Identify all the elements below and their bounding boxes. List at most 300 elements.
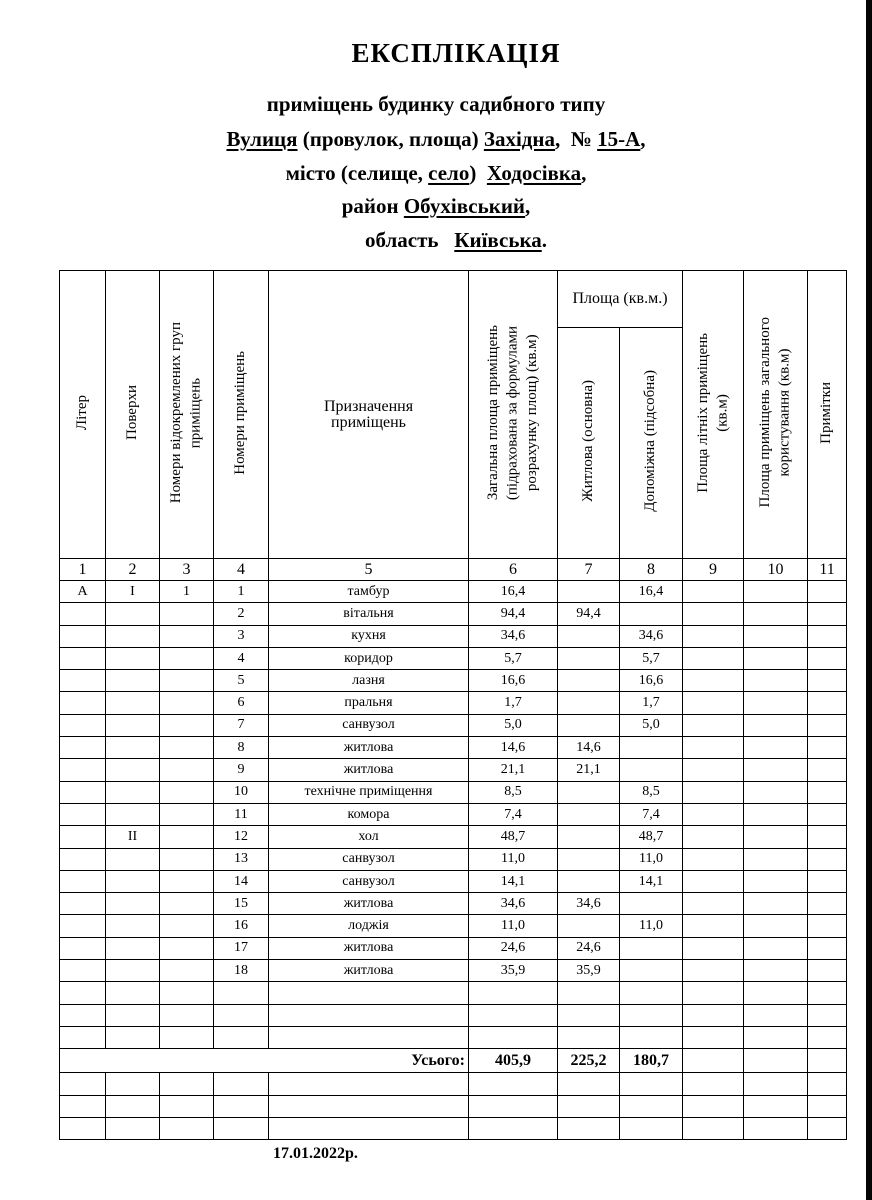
table-cell bbox=[808, 1117, 847, 1139]
table-cell bbox=[60, 603, 106, 625]
table-cell: 35,9 bbox=[469, 960, 558, 982]
table-cell: 21,1 bbox=[558, 759, 620, 781]
table-cell bbox=[558, 803, 620, 825]
col-num: 1 bbox=[60, 559, 106, 581]
district-label: район bbox=[341, 194, 404, 218]
table-cell bbox=[106, 714, 160, 736]
table-cell bbox=[60, 692, 106, 714]
table-cell bbox=[808, 1004, 847, 1026]
table-cell bbox=[558, 870, 620, 892]
table-cell bbox=[558, 670, 620, 692]
table-cell bbox=[160, 1095, 214, 1117]
header-group-numbers: Номери відокремлених груп приміщень bbox=[160, 271, 214, 559]
table-cell bbox=[683, 759, 744, 781]
table-cell bbox=[60, 1073, 106, 1095]
table-cell: 1,7 bbox=[620, 692, 683, 714]
table-cell bbox=[106, 759, 160, 781]
table-cell bbox=[60, 647, 106, 669]
header-summer-area: Площа літніх приміщень (кв.м) bbox=[683, 271, 744, 559]
table-cell: 11,0 bbox=[469, 848, 558, 870]
table-cell bbox=[620, 1117, 683, 1139]
table-cell: І bbox=[106, 581, 160, 603]
table-cell bbox=[469, 1117, 558, 1139]
table-row bbox=[60, 1026, 847, 1048]
table-row bbox=[60, 603, 847, 625]
col-num: 5 bbox=[269, 559, 469, 581]
table-cell bbox=[269, 982, 469, 1004]
col-num: 8 bbox=[620, 559, 683, 581]
table-cell bbox=[160, 781, 214, 803]
table-cell: 15 bbox=[214, 893, 269, 915]
table-cell bbox=[469, 1026, 558, 1048]
table-cell bbox=[683, 960, 744, 982]
table-cell: ІІ bbox=[106, 826, 160, 848]
table-row bbox=[60, 1073, 847, 1095]
table-cell bbox=[558, 826, 620, 848]
col-num: 9 bbox=[683, 559, 744, 581]
table-cell bbox=[106, 1073, 160, 1095]
table-cell: 8,5 bbox=[620, 781, 683, 803]
header-area-group: Площа (кв.м.) bbox=[558, 271, 683, 328]
header-room-numbers: Номери приміщень bbox=[214, 271, 269, 559]
table-cell bbox=[60, 670, 106, 692]
table-cell bbox=[106, 870, 160, 892]
table-cell bbox=[620, 603, 683, 625]
table-cell: 8 bbox=[214, 737, 269, 759]
table-cell bbox=[160, 692, 214, 714]
district-name: Обухівський bbox=[403, 194, 526, 218]
table-cell: 16,4 bbox=[620, 581, 683, 603]
table-cell bbox=[106, 803, 160, 825]
table-cell bbox=[160, 893, 214, 915]
city-prefix: місто (селище, bbox=[285, 161, 429, 185]
table-cell: 34,6 bbox=[469, 625, 558, 647]
table-cell bbox=[60, 1004, 106, 1026]
table-cell: санвузол bbox=[269, 714, 469, 736]
table-cell: 24,6 bbox=[558, 937, 620, 959]
table-cell: 34,6 bbox=[558, 893, 620, 915]
table-cell bbox=[160, 915, 214, 937]
table-cell bbox=[808, 826, 847, 848]
region-name: Київська bbox=[454, 228, 542, 252]
table-cell bbox=[683, 1095, 744, 1117]
table-cell bbox=[60, 915, 106, 937]
table-cell: тамбур bbox=[269, 581, 469, 603]
table-cell bbox=[744, 893, 808, 915]
table-cell bbox=[60, 982, 106, 1004]
table-cell: 48,7 bbox=[469, 826, 558, 848]
table-cell bbox=[60, 1026, 106, 1048]
table-cell bbox=[106, 937, 160, 959]
table-cell bbox=[160, 1004, 214, 1026]
table-cell: технічне приміщення bbox=[269, 781, 469, 803]
table-cell bbox=[60, 803, 106, 825]
table-cell bbox=[620, 1026, 683, 1048]
table-cell: лазня bbox=[269, 670, 469, 692]
table-cell bbox=[808, 581, 847, 603]
table-cell: 5,7 bbox=[620, 647, 683, 669]
table-cell bbox=[106, 670, 160, 692]
total-cell bbox=[744, 1049, 808, 1073]
table-cell bbox=[558, 714, 620, 736]
table-cell bbox=[106, 1095, 160, 1117]
col-num: 2 bbox=[106, 559, 160, 581]
total-living: 225,2 bbox=[558, 1049, 620, 1073]
table-cell bbox=[683, 826, 744, 848]
table-cell bbox=[744, 848, 808, 870]
table-row bbox=[60, 848, 847, 870]
table-cell bbox=[620, 759, 683, 781]
table-cell bbox=[683, 1073, 744, 1095]
table-cell: 9 bbox=[214, 759, 269, 781]
table-cell: 12 bbox=[214, 826, 269, 848]
document-title: ЕКСПЛІКАЦІЯ bbox=[351, 38, 561, 68]
table-cell: коридор bbox=[269, 647, 469, 669]
table-cell bbox=[160, 1073, 214, 1095]
table-cell bbox=[744, 670, 808, 692]
table-cell bbox=[808, 870, 847, 892]
table-cell: 94,4 bbox=[469, 603, 558, 625]
table-cell: 1 bbox=[160, 581, 214, 603]
table-cell bbox=[808, 670, 847, 692]
table-row bbox=[60, 759, 847, 781]
col-num: 11 bbox=[808, 559, 847, 581]
table-cell: 16,6 bbox=[620, 670, 683, 692]
table-cell bbox=[808, 1073, 847, 1095]
table-cell bbox=[160, 1026, 214, 1048]
header-liter: Літер bbox=[60, 271, 106, 559]
table-cell bbox=[60, 826, 106, 848]
table-cell: 16,6 bbox=[469, 670, 558, 692]
table-cell: хол bbox=[269, 826, 469, 848]
table-cell bbox=[106, 692, 160, 714]
table-cell bbox=[744, 737, 808, 759]
table-cell bbox=[620, 1095, 683, 1117]
table-cell bbox=[808, 759, 847, 781]
table-row bbox=[60, 826, 847, 848]
table-cell: 11,0 bbox=[469, 915, 558, 937]
table-cell bbox=[683, 1117, 744, 1139]
table-cell bbox=[160, 826, 214, 848]
table-cell: 14,1 bbox=[620, 870, 683, 892]
street-alt: (провулок, площа) bbox=[297, 127, 484, 151]
table-cell: 21,1 bbox=[469, 759, 558, 781]
house-number: 15-А bbox=[597, 127, 641, 151]
table-cell: 1,7 bbox=[469, 692, 558, 714]
table-row bbox=[60, 960, 847, 982]
table-cell bbox=[269, 1095, 469, 1117]
table-cell bbox=[744, 692, 808, 714]
table-cell bbox=[808, 603, 847, 625]
table-cell bbox=[683, 1004, 744, 1026]
table-cell bbox=[160, 870, 214, 892]
table-cell bbox=[558, 848, 620, 870]
table-cell bbox=[808, 803, 847, 825]
table-cell bbox=[106, 915, 160, 937]
table-cell: вітальня bbox=[269, 603, 469, 625]
table-cell: 14,1 bbox=[469, 870, 558, 892]
header-purpose: Призначення приміщень bbox=[269, 271, 469, 559]
table-cell bbox=[60, 759, 106, 781]
table-cell bbox=[269, 1004, 469, 1026]
city-type: село bbox=[428, 161, 470, 185]
table-cell bbox=[683, 893, 744, 915]
table-cell bbox=[744, 1117, 808, 1139]
table-cell: 17 bbox=[214, 937, 269, 959]
table-cell bbox=[683, 581, 744, 603]
table-cell bbox=[214, 1095, 269, 1117]
table-cell: А bbox=[60, 581, 106, 603]
table-row bbox=[60, 893, 847, 915]
table-cell bbox=[808, 893, 847, 915]
table-cell bbox=[106, 848, 160, 870]
table-cell bbox=[558, 915, 620, 937]
table-cell bbox=[469, 982, 558, 1004]
table-row bbox=[60, 781, 847, 803]
total-auxiliary: 180,7 bbox=[620, 1049, 683, 1073]
table-cell bbox=[744, 915, 808, 937]
table-row bbox=[60, 1117, 847, 1139]
table-cell bbox=[744, 1073, 808, 1095]
table-cell: 14,6 bbox=[558, 737, 620, 759]
col-num: 4 bbox=[214, 559, 269, 581]
table-cell bbox=[160, 670, 214, 692]
table-cell: 16 bbox=[214, 915, 269, 937]
col-num: 7 bbox=[558, 559, 620, 581]
table-cell bbox=[214, 1026, 269, 1048]
table-cell: 2 bbox=[214, 603, 269, 625]
table-cell: 16,4 bbox=[469, 581, 558, 603]
table-cell bbox=[160, 982, 214, 1004]
table-cell bbox=[106, 781, 160, 803]
table-cell bbox=[620, 893, 683, 915]
total-label: Усього: bbox=[60, 1049, 469, 1073]
table-cell bbox=[160, 625, 214, 647]
table-cell bbox=[683, 937, 744, 959]
table-cell: санвузол bbox=[269, 870, 469, 892]
table-cell bbox=[558, 625, 620, 647]
table-cell bbox=[160, 759, 214, 781]
table-row bbox=[60, 692, 847, 714]
table-cell: 14 bbox=[214, 870, 269, 892]
table-cell bbox=[683, 915, 744, 937]
table-cell bbox=[744, 870, 808, 892]
header-floors: Поверхи bbox=[106, 271, 160, 559]
table-cell: 11,0 bbox=[620, 848, 683, 870]
table-row bbox=[60, 581, 847, 603]
table-cell bbox=[214, 1117, 269, 1139]
table-row bbox=[60, 982, 847, 1004]
table-cell: 5 bbox=[214, 670, 269, 692]
table-cell bbox=[214, 1004, 269, 1026]
table-cell: 48,7 bbox=[620, 826, 683, 848]
table-cell bbox=[808, 915, 847, 937]
table-cell: житлова bbox=[269, 960, 469, 982]
table-cell bbox=[558, 1004, 620, 1026]
table-cell bbox=[269, 1073, 469, 1095]
col-num: 3 bbox=[160, 559, 214, 581]
table-cell: кухня bbox=[269, 625, 469, 647]
table-cell: 13 bbox=[214, 848, 269, 870]
table-cell bbox=[808, 737, 847, 759]
header-common-area: Площа приміщень загального користування (кв.м) bbox=[744, 271, 808, 559]
table-row bbox=[60, 803, 847, 825]
table-cell: 4 bbox=[214, 647, 269, 669]
document-subtitle: приміщень будинку садибного типу bbox=[266, 92, 606, 116]
table-cell bbox=[683, 1026, 744, 1048]
house-number-label: № bbox=[570, 127, 598, 151]
table-cell bbox=[620, 937, 683, 959]
table-cell bbox=[683, 603, 744, 625]
street-line: Вулиця (провулок, площа) Західна, № 15-А, bbox=[226, 127, 646, 151]
table-cell: 35,9 bbox=[558, 960, 620, 982]
table-cell bbox=[744, 826, 808, 848]
table-cell bbox=[808, 647, 847, 669]
table-cell bbox=[160, 848, 214, 870]
table-cell: санвузол bbox=[269, 848, 469, 870]
table-cell bbox=[683, 714, 744, 736]
table-cell: 10 bbox=[214, 781, 269, 803]
table-cell bbox=[808, 960, 847, 982]
table-row bbox=[60, 714, 847, 736]
table-cell: 18 bbox=[214, 960, 269, 982]
table-cell bbox=[558, 692, 620, 714]
table-cell bbox=[469, 1004, 558, 1026]
table-cell bbox=[214, 1073, 269, 1095]
table-cell bbox=[558, 1117, 620, 1139]
table-cell bbox=[683, 737, 744, 759]
table-cell bbox=[558, 647, 620, 669]
table-cell bbox=[683, 781, 744, 803]
table-cell: житлова bbox=[269, 893, 469, 915]
table-row bbox=[60, 1004, 847, 1026]
table-cell bbox=[106, 1004, 160, 1026]
table-cell bbox=[558, 781, 620, 803]
table-cell bbox=[683, 670, 744, 692]
table-cell bbox=[683, 647, 744, 669]
table-cell bbox=[808, 982, 847, 1004]
table-cell bbox=[808, 781, 847, 803]
table-cell bbox=[744, 1004, 808, 1026]
table-cell bbox=[106, 1117, 160, 1139]
table-cell bbox=[620, 982, 683, 1004]
table-cell bbox=[106, 1026, 160, 1048]
table-cell bbox=[214, 982, 269, 1004]
table-row bbox=[60, 1095, 847, 1117]
explication-table bbox=[59, 270, 847, 1140]
table-cell: 34,6 bbox=[469, 893, 558, 915]
table-cell bbox=[160, 647, 214, 669]
table-cell bbox=[160, 960, 214, 982]
table-cell bbox=[744, 937, 808, 959]
table-cell bbox=[160, 937, 214, 959]
table-cell: комора bbox=[269, 803, 469, 825]
table-cell bbox=[558, 1095, 620, 1117]
table-cell bbox=[558, 581, 620, 603]
table-cell: 3 bbox=[214, 625, 269, 647]
table-cell: 8,5 bbox=[469, 781, 558, 803]
table-cell bbox=[744, 647, 808, 669]
table-cell bbox=[808, 1026, 847, 1048]
street-label: Вулиця bbox=[226, 127, 298, 151]
table-cell bbox=[808, 625, 847, 647]
table-cell bbox=[683, 848, 744, 870]
table-cell: житлова bbox=[269, 937, 469, 959]
table-cell bbox=[744, 1026, 808, 1048]
table-cell bbox=[808, 848, 847, 870]
header-auxiliary: Допоміжна (підсобна) bbox=[620, 328, 683, 559]
table-cell: 94,4 bbox=[558, 603, 620, 625]
table-cell bbox=[683, 870, 744, 892]
table-cell bbox=[808, 692, 847, 714]
table-cell bbox=[744, 960, 808, 982]
table-row bbox=[60, 737, 847, 759]
table-cell bbox=[620, 960, 683, 982]
table-cell bbox=[106, 737, 160, 759]
table-cell bbox=[744, 759, 808, 781]
header-total-area: Загальна площа приміщень (підрахована за формулами розрахунку площ) (кв.м) bbox=[469, 271, 558, 559]
district-line: район Обухівський, bbox=[341, 194, 531, 218]
table-cell: 7,4 bbox=[620, 803, 683, 825]
table-cell bbox=[808, 937, 847, 959]
table-cell bbox=[106, 982, 160, 1004]
header-notes: Примітки bbox=[808, 271, 847, 559]
table-row bbox=[60, 625, 847, 647]
table-cell bbox=[269, 1117, 469, 1139]
table-cell bbox=[60, 960, 106, 982]
table-cell: пральня bbox=[269, 692, 469, 714]
table-cell: 6 bbox=[214, 692, 269, 714]
table-cell bbox=[60, 625, 106, 647]
table-cell bbox=[60, 937, 106, 959]
table-row bbox=[60, 937, 847, 959]
table-cell bbox=[60, 893, 106, 915]
col-num: 6 bbox=[469, 559, 558, 581]
total-row bbox=[60, 1049, 847, 1073]
table-cell bbox=[160, 803, 214, 825]
table-cell bbox=[160, 603, 214, 625]
street-name: Західна bbox=[483, 127, 556, 151]
table-cell bbox=[106, 603, 160, 625]
table-cell bbox=[60, 848, 106, 870]
table-cell: 34,6 bbox=[620, 625, 683, 647]
total-general: 405,9 bbox=[469, 1049, 558, 1073]
table-cell bbox=[744, 603, 808, 625]
table-cell bbox=[160, 737, 214, 759]
total-cell bbox=[808, 1049, 847, 1073]
table-cell: 5,7 bbox=[469, 647, 558, 669]
region-label: область bbox=[365, 228, 444, 252]
table-cell: 11,0 bbox=[620, 915, 683, 937]
table-cell bbox=[558, 1026, 620, 1048]
table-row bbox=[60, 670, 847, 692]
table-row bbox=[60, 647, 847, 669]
table-cell bbox=[808, 714, 847, 736]
table-cell: житлова bbox=[269, 759, 469, 781]
table-cell bbox=[469, 1073, 558, 1095]
table-cell bbox=[620, 1004, 683, 1026]
table-cell: 5,0 bbox=[620, 714, 683, 736]
column-numbers-row bbox=[60, 559, 847, 581]
table-cell bbox=[744, 982, 808, 1004]
city-suffix: ) bbox=[469, 161, 477, 185]
table-cell: 7,4 bbox=[469, 803, 558, 825]
table-cell: 1 bbox=[214, 581, 269, 603]
table-cell bbox=[744, 803, 808, 825]
table-cell bbox=[620, 1073, 683, 1095]
table-cell: 11 bbox=[214, 803, 269, 825]
table-cell: 7 bbox=[214, 714, 269, 736]
